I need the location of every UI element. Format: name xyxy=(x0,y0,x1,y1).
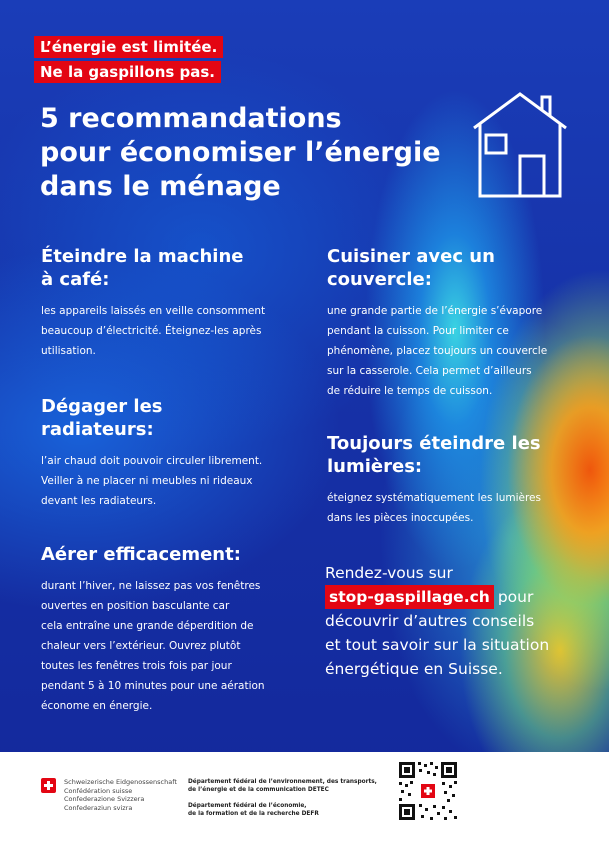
cta-line: découvrir d’autres conseils xyxy=(325,612,535,630)
page-title xyxy=(40,102,470,204)
tip-body-line: dans les pièces inoccupées. xyxy=(327,512,474,524)
tip-body-line: phénomène, placez toujours un couvercle xyxy=(327,345,548,357)
tip-heading-line: à café: xyxy=(41,269,110,290)
tip-heading-line: Dégager les xyxy=(41,396,163,417)
tip-heading-line: Aérer efficacement: xyxy=(41,544,241,565)
house-icon xyxy=(470,90,570,200)
tip-heading xyxy=(41,245,265,291)
tip-body-line: devant les radiateurs. xyxy=(41,495,157,507)
tip-heading-line: couvercle: xyxy=(327,269,432,290)
tip-body xyxy=(327,301,547,401)
tip-heading-line: Éteindre la machine xyxy=(41,246,244,267)
tagline-line-2: Ne la gaspillons pas. xyxy=(34,61,221,83)
confederation-name: Confederazione Svizzera xyxy=(64,795,145,803)
confederation-name: Confederaziun svizra xyxy=(64,803,133,812)
department-line: Département fédéral de l’économie, xyxy=(188,803,307,809)
tip-heading-line: radiateurs: xyxy=(41,419,154,440)
cta-line: Rendez-vous sur xyxy=(325,564,453,582)
department-line: Département fédéral de l’environnement, des transports, xyxy=(188,779,377,785)
tip-heading-line: Toujours éteindre les xyxy=(327,433,541,454)
tip-heading-line: Cuisiner avec un xyxy=(327,246,495,267)
tip-body-line: cela entraîne une grande déperdition de xyxy=(41,620,254,632)
website-link[interactable]: stop-gaspillage.ch xyxy=(325,585,494,609)
tip-body-line: pendant 5 à 10 minutes pour une aération xyxy=(41,680,265,692)
tip-body-line: les appareils laissés en veille consomment xyxy=(41,305,266,317)
tip-body xyxy=(41,301,265,361)
tagline-line-1: L’énergie est limitée. xyxy=(34,36,223,58)
departments xyxy=(188,778,377,818)
call-to-action xyxy=(325,561,549,681)
tip-body-line: économe en énergie. xyxy=(41,700,153,712)
tip-ventilation xyxy=(41,543,265,716)
cta-link-line xyxy=(325,585,549,609)
tip-body-line: utilisation. xyxy=(41,345,96,357)
tip-heading xyxy=(41,543,265,566)
cta-after-link: pour xyxy=(497,588,534,606)
tip-heading-line: lumières: xyxy=(327,456,423,477)
tip-lights xyxy=(327,432,541,528)
confederation-name: Schweizerische Eidgenossenschaft xyxy=(64,778,177,786)
tip-heading xyxy=(41,395,262,441)
title-line: 5 recommandations xyxy=(40,103,342,134)
cta-line: et tout savoir sur la situation xyxy=(325,636,550,654)
confederation-names xyxy=(64,778,177,812)
tip-body-line: durant l’hiver, ne laissez pas vos fenêtres xyxy=(41,580,261,592)
tip-body-line: beaucoup d’électricité. Éteignez-les après xyxy=(41,325,262,337)
department-line: de l’énergie et de la communication DETEC xyxy=(188,787,329,793)
cta-line: énergétique en Suisse. xyxy=(325,660,503,678)
tip-body-line: éteignez systématiquement les lumières xyxy=(327,492,541,504)
swiss-confederation-logo xyxy=(41,778,177,812)
tip-body-line: de réduire le temps de cuisson. xyxy=(327,385,493,397)
tip-body-line: sur la casserole. Cela permet d’ailleurs xyxy=(327,365,532,377)
tip-body-line: pendant la cuisson. Pour limiter ce xyxy=(327,325,509,337)
tip-body-line: Veiller à ne placer ni meubles ni rideaux xyxy=(41,475,253,487)
tip-body-line: l’air chaud doit pouvoir circuler librement. xyxy=(41,455,263,467)
tip-heading xyxy=(327,245,547,291)
tagline xyxy=(34,36,223,86)
title-line: pour économiser l’énergie xyxy=(40,137,441,168)
tip-lid-cooking xyxy=(327,245,547,401)
tip-heading xyxy=(327,432,541,478)
tip-body-line: ouvertes en position basculante car xyxy=(41,600,230,612)
department-line: de la formation et de la recherche DEFR xyxy=(188,811,319,817)
tip-body-line: toutes les fenêtres trois fois par jour xyxy=(41,660,232,672)
swiss-flag-icon xyxy=(41,778,56,793)
qr-code-icon[interactable] xyxy=(397,760,459,822)
tip-body-line: chaleur vers l’extérieur. Ouvrez plutôt xyxy=(41,640,241,652)
tip-body xyxy=(41,451,262,511)
tip-body xyxy=(327,488,541,528)
tip-coffee-machine xyxy=(41,245,265,361)
confederation-name: Confédération suisse xyxy=(64,786,133,795)
tip-body-line: une grande partie de l’énergie s’évapore xyxy=(327,305,543,317)
title-line: dans le ménage xyxy=(40,171,281,202)
tip-radiators xyxy=(41,395,262,511)
tip-body xyxy=(41,576,265,716)
